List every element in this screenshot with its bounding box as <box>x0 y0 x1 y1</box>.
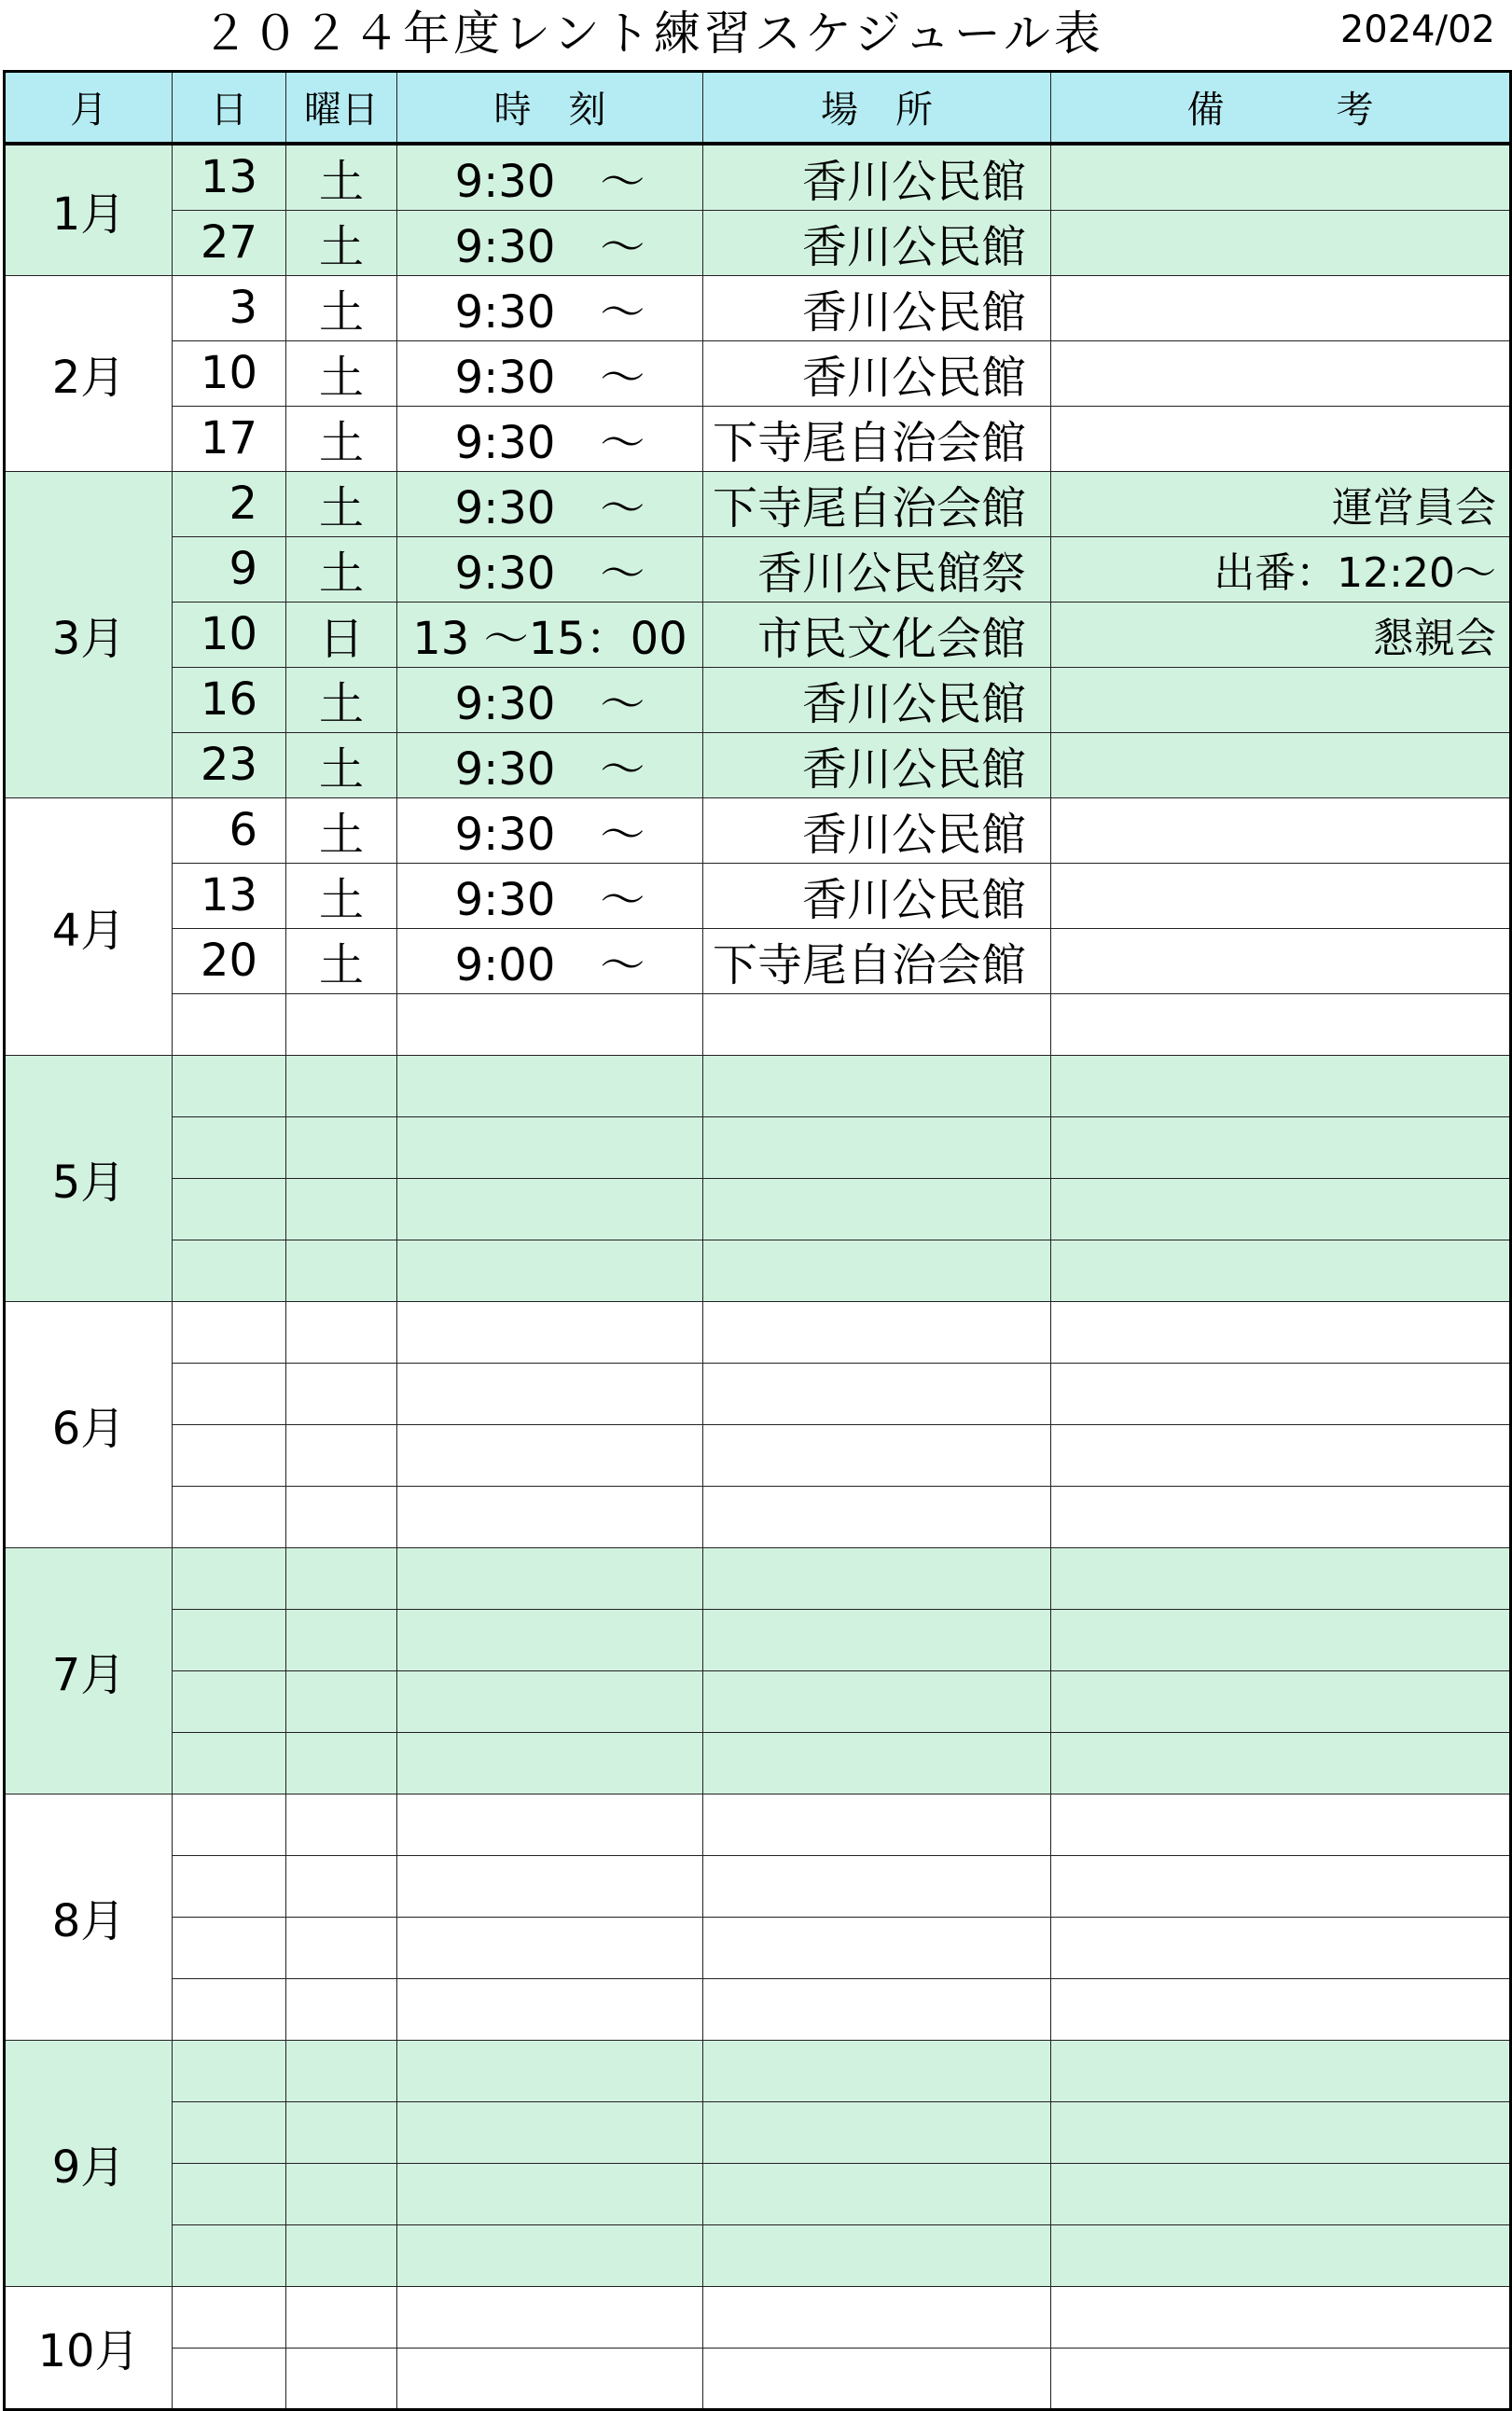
time-cell <box>397 2101 703 2163</box>
time-cell <box>397 1486 703 1547</box>
weekday-cell <box>286 993 397 1055</box>
month-label: 10月 <box>5 2286 173 2409</box>
month-label: 3月 <box>5 471 173 797</box>
place-cell <box>703 1547 1051 1609</box>
place-cell <box>703 1917 1051 1978</box>
place-cell <box>703 1301 1051 1363</box>
place-cell <box>703 1670 1051 1732</box>
month-label: 8月 <box>5 1794 173 2040</box>
time-cell <box>397 1301 703 1363</box>
day-cell <box>173 2163 286 2224</box>
schedule-row <box>5 1240 1511 1301</box>
month-label: 4月 <box>5 797 173 1055</box>
schedule-row <box>5 1486 1511 1547</box>
month-label: 1月 <box>5 144 173 276</box>
note-cell <box>1051 1547 1511 1609</box>
time-cell <box>397 1547 703 1609</box>
place-cell <box>703 1240 1051 1301</box>
note-cell <box>1051 1240 1511 1301</box>
day-cell: 9 <box>173 536 286 602</box>
schedule-row <box>5 732 1511 797</box>
weekday-cell <box>286 1301 397 1363</box>
place-cell <box>703 1055 1051 1116</box>
time-cell: 9:30 ～ <box>397 471 703 536</box>
schedule-row <box>5 210 1511 275</box>
time-cell <box>397 1240 703 1301</box>
time-cell <box>397 2163 703 2224</box>
note-cell <box>1051 928 1511 993</box>
place-cell <box>703 2040 1051 2101</box>
schedule-row <box>5 2101 1511 2163</box>
day-cell: 3 <box>173 275 286 340</box>
schedule-row <box>5 2163 1511 2224</box>
place-cell: 香川公民館 <box>703 797 1051 863</box>
time-cell: 13 ～15：00 <box>397 602 703 667</box>
weekday-cell <box>286 2286 397 2348</box>
note-cell <box>1051 1116 1511 1178</box>
note-cell <box>1051 1363 1511 1424</box>
schedule-row <box>5 406 1511 471</box>
weekday-cell <box>286 1670 397 1732</box>
day-cell <box>173 1978 286 2040</box>
note-cell <box>1051 1978 1511 2040</box>
time-cell: 9:30 ～ <box>397 797 703 863</box>
place-cell <box>703 1794 1051 1855</box>
place-cell <box>703 1424 1051 1486</box>
header-weekday: 曜日 <box>286 72 397 144</box>
weekday-cell: 土 <box>286 144 397 211</box>
day-cell <box>173 1424 286 1486</box>
day-cell: 13 <box>173 863 286 928</box>
day-cell <box>173 2224 286 2286</box>
schedule-row <box>5 1670 1511 1732</box>
note-cell: 懇親会 <box>1051 602 1511 667</box>
note-cell <box>1051 732 1511 797</box>
schedule-row <box>5 993 1511 1055</box>
time-cell <box>397 1363 703 1424</box>
time-cell <box>397 1732 703 1794</box>
place-cell: 香川公民館 <box>703 210 1051 275</box>
day-cell <box>173 1917 286 1978</box>
day-cell <box>173 1178 286 1240</box>
place-cell <box>703 2163 1051 2224</box>
day-cell <box>173 1794 286 1855</box>
schedule-row <box>5 471 1511 536</box>
schedule-row <box>5 1424 1511 1486</box>
weekday-cell <box>286 1547 397 1609</box>
note-cell <box>1051 2348 1511 2409</box>
schedule-row <box>5 275 1511 340</box>
header-notes: 備 考 <box>1051 72 1511 144</box>
schedule-row <box>5 1794 1511 1855</box>
note-cell <box>1051 2101 1511 2163</box>
place-cell: 香川公民館 <box>703 732 1051 797</box>
place-cell: 香川公民館 <box>703 144 1051 211</box>
weekday-cell: 土 <box>286 275 397 340</box>
day-cell <box>173 2040 286 2101</box>
place-cell <box>703 2224 1051 2286</box>
month-label: 9月 <box>5 2040 173 2286</box>
schedule-row <box>5 340 1511 406</box>
day-cell: 16 <box>173 667 286 732</box>
weekday-cell: 土 <box>286 863 397 928</box>
note-cell <box>1051 863 1511 928</box>
note-cell <box>1051 1301 1511 1363</box>
weekday-cell <box>286 1609 397 1670</box>
time-cell <box>397 1917 703 1978</box>
place-cell <box>703 2101 1051 2163</box>
header-row <box>5 72 1511 144</box>
day-cell <box>173 1732 286 1794</box>
note-cell <box>1051 993 1511 1055</box>
schedule-row <box>5 1855 1511 1917</box>
time-cell <box>397 1424 703 1486</box>
weekday-cell: 土 <box>286 340 397 406</box>
note-cell <box>1051 1055 1511 1116</box>
weekday-cell <box>286 1978 397 2040</box>
weekday-cell <box>286 1917 397 1978</box>
note-cell <box>1051 797 1511 863</box>
weekday-cell: 土 <box>286 667 397 732</box>
place-cell: 香川公民館 <box>703 275 1051 340</box>
time-cell: 9:30 ～ <box>397 275 703 340</box>
time-cell <box>397 1794 703 1855</box>
schedule-row <box>5 1732 1511 1794</box>
note-cell <box>1051 1732 1511 1794</box>
place-cell <box>703 1855 1051 1917</box>
time-cell <box>397 1855 703 1917</box>
note-cell <box>1051 406 1511 471</box>
place-cell: 香川公民館祭 <box>703 536 1051 602</box>
weekday-cell: 土 <box>286 210 397 275</box>
day-cell: 2 <box>173 471 286 536</box>
time-cell: 9:30 ～ <box>397 536 703 602</box>
weekday-cell: 土 <box>286 797 397 863</box>
place-cell <box>703 1486 1051 1547</box>
note-cell <box>1051 144 1511 211</box>
day-cell <box>173 1055 286 1116</box>
note-cell <box>1051 1917 1511 1978</box>
place-cell <box>703 993 1051 1055</box>
weekday-cell <box>286 1240 397 1301</box>
schedule-row <box>5 1547 1511 1609</box>
note-cell <box>1051 275 1511 340</box>
day-cell <box>173 993 286 1055</box>
day-cell: 10 <box>173 340 286 406</box>
weekday-cell: 日 <box>286 602 397 667</box>
month-label: 5月 <box>5 1055 173 1301</box>
time-cell <box>397 1178 703 1240</box>
note-cell <box>1051 2286 1511 2348</box>
weekday-cell: 土 <box>286 471 397 536</box>
day-cell <box>173 2101 286 2163</box>
note-cell <box>1051 1855 1511 1917</box>
header-month: 月 <box>5 72 173 144</box>
note-cell <box>1051 2040 1511 2101</box>
time-cell <box>397 993 703 1055</box>
day-cell <box>173 1301 286 1363</box>
weekday-cell <box>286 2040 397 2101</box>
schedule-row <box>5 928 1511 993</box>
weekday-cell <box>286 2224 397 2286</box>
day-cell <box>173 1116 286 1178</box>
day-cell <box>173 2348 286 2409</box>
weekday-cell: 土 <box>286 732 397 797</box>
schedule-row <box>5 1055 1511 1116</box>
weekday-cell: 土 <box>286 406 397 471</box>
day-cell <box>173 1670 286 1732</box>
day-cell: 27 <box>173 210 286 275</box>
time-cell <box>397 1609 703 1670</box>
time-cell: 9:30 ～ <box>397 340 703 406</box>
month-label: 7月 <box>5 1547 173 1794</box>
time-cell: 9:30 ～ <box>397 144 703 211</box>
note-cell: 運営員会 <box>1051 471 1511 536</box>
month-label: 6月 <box>5 1301 173 1547</box>
schedule-row <box>5 1116 1511 1178</box>
place-cell <box>703 2286 1051 2348</box>
time-cell <box>397 2286 703 2348</box>
note-cell <box>1051 1486 1511 1547</box>
schedule-row <box>5 2224 1511 2286</box>
document-date: 2024/02 <box>1339 8 1495 51</box>
month-label: 2月 <box>5 275 173 471</box>
place-cell <box>703 2348 1051 2409</box>
note-cell <box>1051 1424 1511 1486</box>
day-cell <box>173 1363 286 1424</box>
schedule-body <box>5 144 1511 2410</box>
place-cell <box>703 1363 1051 1424</box>
time-cell: 9:30 ～ <box>397 863 703 928</box>
day-cell <box>173 1609 286 1670</box>
place-cell: 香川公民館 <box>703 667 1051 732</box>
weekday-cell <box>286 2348 397 2409</box>
header-time: 時 刻 <box>397 72 703 144</box>
weekday-cell <box>286 1178 397 1240</box>
note-cell <box>1051 1670 1511 1732</box>
weekday-cell <box>286 1424 397 1486</box>
note-cell <box>1051 210 1511 275</box>
place-cell: 下寺尾自治会館 <box>703 406 1051 471</box>
weekday-cell <box>286 1794 397 1855</box>
day-cell: 23 <box>173 732 286 797</box>
weekday-cell <box>286 1363 397 1424</box>
day-cell <box>173 1486 286 1547</box>
schedule-row <box>5 667 1511 732</box>
schedule-row <box>5 1363 1511 1424</box>
schedule-row <box>5 1301 1511 1363</box>
place-cell: 香川公民館 <box>703 340 1051 406</box>
time-cell: 9:00 ～ <box>397 928 703 993</box>
schedule-table <box>3 70 1512 2411</box>
weekday-cell <box>286 1732 397 1794</box>
schedule-row <box>5 797 1511 863</box>
note-cell <box>1051 667 1511 732</box>
time-cell: 9:30 ～ <box>397 210 703 275</box>
note-cell <box>1051 1178 1511 1240</box>
place-cell <box>703 1178 1051 1240</box>
time-cell <box>397 2348 703 2409</box>
weekday-cell <box>286 1855 397 1917</box>
time-cell <box>397 1055 703 1116</box>
note-cell <box>1051 1794 1511 1855</box>
header-day: 日 <box>173 72 286 144</box>
day-cell <box>173 1855 286 1917</box>
time-cell <box>397 1116 703 1178</box>
note-cell <box>1051 2163 1511 2224</box>
time-cell <box>397 1670 703 1732</box>
day-cell: 6 <box>173 797 286 863</box>
schedule-row <box>5 1917 1511 1978</box>
schedule-row <box>5 144 1511 211</box>
schedule-row <box>5 2286 1511 2348</box>
weekday-cell <box>286 1486 397 1547</box>
day-cell <box>173 1547 286 1609</box>
weekday-cell <box>286 1055 397 1116</box>
time-cell <box>397 2224 703 2286</box>
weekday-cell <box>286 2163 397 2224</box>
time-cell: 9:30 ～ <box>397 732 703 797</box>
time-cell <box>397 1978 703 2040</box>
schedule-row <box>5 1609 1511 1670</box>
place-cell: 香川公民館 <box>703 863 1051 928</box>
schedule-row <box>5 863 1511 928</box>
schedule-row <box>5 2040 1511 2101</box>
weekday-cell: 土 <box>286 928 397 993</box>
time-cell: 9:30 ～ <box>397 406 703 471</box>
page-title: ２０２４年度レント練習スケジュール表 <box>201 7 1104 61</box>
time-cell: 9:30 ～ <box>397 667 703 732</box>
header-place: 場 所 <box>703 72 1051 144</box>
schedule-row <box>5 536 1511 602</box>
place-cell: 市民文化会館 <box>703 602 1051 667</box>
day-cell: 20 <box>173 928 286 993</box>
place-cell <box>703 1116 1051 1178</box>
note-cell <box>1051 340 1511 406</box>
day-cell <box>173 1240 286 1301</box>
note-cell <box>1051 1609 1511 1670</box>
place-cell <box>703 1609 1051 1670</box>
schedule-row <box>5 602 1511 667</box>
day-cell: 17 <box>173 406 286 471</box>
place-cell <box>703 1732 1051 1794</box>
place-cell: 下寺尾自治会館 <box>703 928 1051 993</box>
schedule-row <box>5 1178 1511 1240</box>
day-cell <box>173 2286 286 2348</box>
time-cell <box>397 2040 703 2101</box>
weekday-cell <box>286 1116 397 1178</box>
note-cell: 出番：12:20～ <box>1051 536 1511 602</box>
schedule-row <box>5 1978 1511 2040</box>
place-cell <box>703 1978 1051 2040</box>
day-cell: 13 <box>173 144 286 211</box>
note-cell <box>1051 2224 1511 2286</box>
weekday-cell: 土 <box>286 536 397 602</box>
schedule-row <box>5 2348 1511 2409</box>
place-cell: 下寺尾自治会館 <box>703 471 1051 536</box>
weekday-cell <box>286 2101 397 2163</box>
day-cell: 10 <box>173 602 286 667</box>
